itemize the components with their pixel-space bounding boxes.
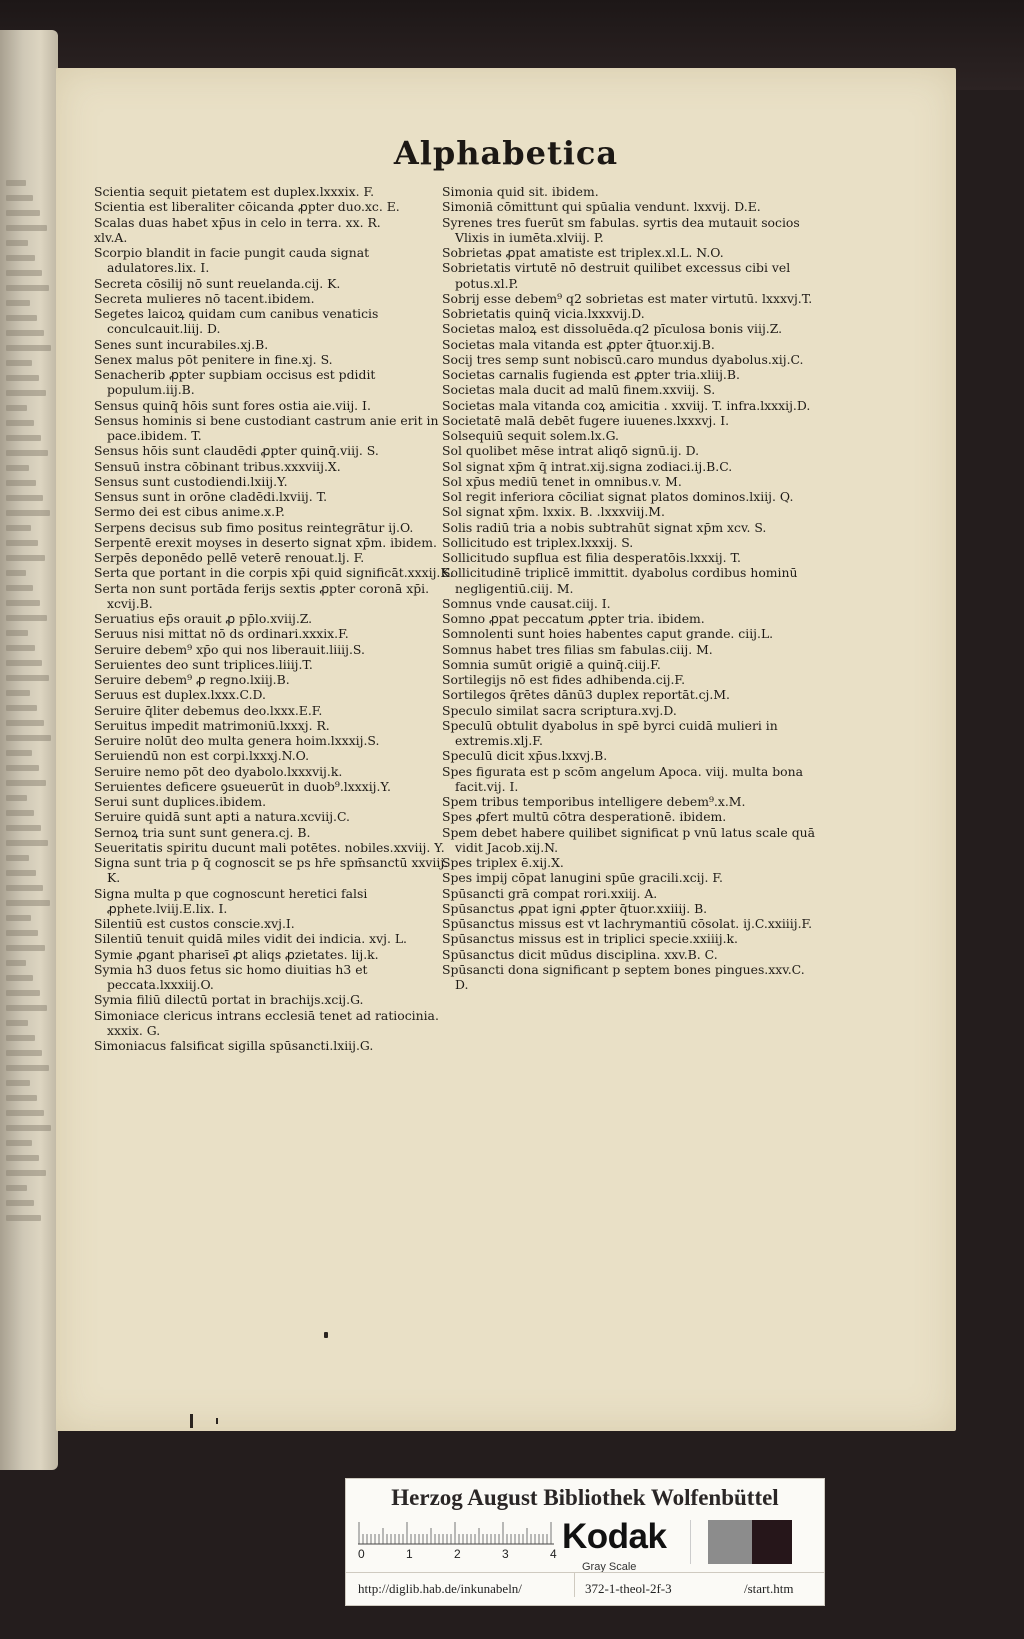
index-entry: Syrenes tres fuerūt sm fabulas. syrtis dea mutauit socios Vlixis in iumēta.xlviij. P. (442, 214, 800, 245)
index-entry: Senex malus pōt penitere in fine.xj. S. (94, 351, 333, 367)
facing-page-text-line (6, 660, 42, 666)
index-column-left (94, 184, 454, 1053)
facing-page-text-line (6, 1185, 27, 1191)
facing-page-text-line (6, 1170, 46, 1176)
start-link: /start.htm (744, 1581, 794, 1596)
index-entry: Symia h3 duos fetus sic homo diuitias h3 et peccata.lxxxiij.O. (94, 961, 368, 992)
facing-page-text-line (6, 600, 40, 606)
facing-page-text-line (6, 180, 26, 186)
index-entry: Serta non sunt portāda ferijs sextis ꝓpter coronā xp̄i. xcvij.B. (94, 580, 430, 611)
index-entry: Sermo dei est cibus anime.x.P. (94, 504, 285, 520)
gray-swatch-mid (708, 1520, 752, 1564)
facing-page-text-line (6, 330, 44, 336)
facing-page-text-line (6, 945, 45, 951)
facing-page-text-line (6, 570, 26, 576)
ink-mark (324, 1332, 328, 1338)
gray-swatch-white (690, 1520, 709, 1564)
index-entry: Sol signat xp̄m. lxxix. B. .lxxxviij.M. (442, 504, 665, 520)
facing-page-text-line (6, 315, 37, 321)
index-entry: Spūsanctus dicit mūdus disciplina. xxv.B. C. (442, 946, 718, 962)
library-name: Herzog August Bibliothek Wolfenbüttel (391, 1485, 779, 1510)
index-entry: Seruire debem⁹ xp̄o qui nos liberauit.liiij.S. (94, 641, 365, 657)
facing-page-text-line (6, 825, 41, 831)
index-entry: Speculo similat sacra scriptura.xvj.D. (442, 702, 677, 718)
facing-page-text-line (6, 1020, 28, 1026)
ruler-number: 0 (358, 1547, 365, 1561)
index-entry: Serui sunt duplices.ibidem. (94, 794, 267, 809)
index-entry: Solis radiū tria a nobis subtrahūt signat xp̄m xcv. S. (442, 519, 767, 535)
index-entry: Serpēs deponēdo pellē veterē renouat.lj. F. (94, 550, 365, 565)
index-entry: Senes sunt incurabiles.xj.B. (94, 336, 269, 352)
index-entry: Sensus sunt custodiendi.lxiij.Y. (94, 473, 288, 489)
index-entry: Simoniacus falsificat sigilla spūsancti.lxiij.G. (94, 1038, 374, 1053)
index-entry: Symie ꝓgant phariseī ꝓt aliqs ꝓzietates. lij.k. (94, 946, 379, 962)
index-entry: Simoniace clericus intrans ecclesiā tenet ad ratiocinia. xxxix. G. (94, 1007, 439, 1038)
facing-page-text-line (6, 885, 43, 891)
index-entry: Sol regit inferiora cōciliat signat platos dominos.lxiij. Q. (442, 489, 794, 504)
index-entry: Sobrietatis quinq̄ vicia.lxxxvij.D. (442, 306, 645, 321)
index-entry: Sol signat xp̄m q̄ intrat.xij.signa zodiaci.ij.B.C. (442, 458, 733, 474)
index-entry: Segetes laicoꝝ quidam cum canibus venaticis conculcauit.liij. D. (94, 306, 379, 337)
index-entry: Scorpio blandit in facie pungit cauda signat adulatores.lix. I. (94, 245, 370, 276)
index-entry: Spūsancti grā compat rori.xxiij. A. (442, 885, 658, 901)
index-entry: Somnia sumūt origiē a quinq̄.ciij.F. (442, 656, 661, 672)
facing-page-text-line (6, 195, 33, 201)
facing-page-text-line (6, 705, 37, 711)
index-entry: Spūsanctus missus est vt lachrymantiū cōsolat. ij.C.xxiiij.F. (442, 916, 813, 931)
index-entry: Societas mala vitanda est ꝓpter q̄tuor.xij.B. (442, 336, 715, 352)
index-entry: Somno ꝓpat peccatum ꝓpter tria. ibidem. (442, 611, 705, 626)
index-entry: Sensus sunt in orōne cladēdi.lxviij. T. (94, 489, 328, 504)
facing-page-text-line (6, 375, 39, 381)
ink-mark (190, 1414, 193, 1428)
index-entry: Seruire nemo pōt deo dyabolo.lxxxvij.k. (94, 763, 343, 779)
facing-page-text-line (6, 855, 29, 861)
facing-page-text-line (6, 360, 32, 366)
facing-page-text-line (6, 735, 51, 741)
facing-page-text-line (6, 1155, 39, 1161)
facing-page-text-line (6, 765, 39, 771)
ruler-number: 2 (454, 1547, 461, 1561)
ruler-number: 4 (550, 1547, 557, 1561)
index-entry: Spes figurata est p scōm angelum Apoca. viij. multa bona facit.vij. I. (442, 763, 803, 794)
index-entry: Somnus habet tres filias sm fabulas.ciij. M. (442, 641, 713, 657)
facing-page-text-line (6, 1215, 41, 1221)
index-entry: Scientia sequit pietatem est duplex.lxxxix. F. (94, 184, 375, 199)
facing-page-text-line (6, 930, 38, 936)
facing-page-text-line (6, 1005, 47, 1011)
index-entry: Spūsanctus ꝓpat igni ꝓpter q̄tuor.xxiiij. B. (442, 900, 708, 916)
index-entry: Sobrietas ꝓpat amatiste est triplex.xl.L. N.O. (442, 245, 724, 260)
shelf-signature: 372-1-theol-2f-3 (574, 1573, 672, 1597)
facing-page-text-line (6, 1200, 34, 1206)
facing-page-text-line (6, 540, 38, 546)
index-entry: Seruus nisi mittat nō ds ordinari.xxxix.F. (94, 626, 349, 642)
index-entry: Societatē malā debēt fugere iuuenes.lxxxvj. I. (442, 412, 730, 428)
index-entry: Seruire nolūt deo multa genera hoim.lxxxij.S. (94, 733, 380, 748)
ruler-numbers (358, 1547, 558, 1561)
index-entry: Sobrietatis virtutē nō destruit quilibet excessus cibi vel potus.xl.P. (442, 260, 791, 291)
index-entry: Silentiū est custos conscie.xvj.I. (94, 916, 295, 931)
index-entry: Sernoꝝ tria sunt sunt genera.cj. B. (94, 824, 311, 840)
index-entry: Seruire q̄liter debemus deo.lxxx.E.F. (94, 702, 323, 718)
index-entry: Seruientes deo sunt triplices.liiij.T. (94, 656, 313, 672)
facing-page-text-line (6, 420, 34, 426)
facing-page-text-line (6, 465, 29, 471)
index-entry: Spes triplex ē.xij.X. (442, 855, 564, 870)
facing-page-text-line (6, 1110, 44, 1116)
index-entry: Silentiū tenuit quidā miles vidit dei indicia. xvj. L. (94, 931, 407, 947)
index-entry: Societas carnalis fugienda est ꝓpter tria.xliij.B. (442, 367, 740, 382)
index-entry: Sobrij esse debem⁹ q2 sobrietas est mater virtutū. lxxxvj.T. (442, 290, 813, 306)
facing-page-text-line (6, 345, 51, 351)
index-entry: Seueritatis spiritu ducunt mali potētes. nobiles.xxviij. Y. (94, 839, 445, 855)
index-entry: Spūsancti dona significant p septem bones pingues.xxv.C. D. (442, 961, 805, 992)
facing-page-text-line (6, 435, 41, 441)
facing-page-text-line (6, 555, 45, 561)
facing-page-text-line (6, 495, 43, 501)
facing-page-text-line (6, 780, 46, 786)
facing-page-text-line (6, 525, 31, 531)
facing-page-text-line (6, 840, 48, 846)
facing-page-text-line (6, 645, 35, 651)
index-entry: Senacherib ꝓpter supbiam occisus est pdidit populum.iij.B. (94, 367, 376, 398)
facing-page-text-line (6, 990, 40, 996)
index-entry: Spūsanctus missus est in triplici specie.xxiiij.k. (442, 931, 738, 947)
facing-page-text-line (6, 1095, 37, 1101)
index-entry: Secreta cōsilij nō sunt reuelanda.cij. K. (94, 275, 341, 291)
index-entry: Scientia est liberaliter cōicanda ꝓpter duo.xc. E. (94, 199, 400, 215)
index-entry: Secreta mulieres nō tacent.ibidem. (94, 290, 315, 306)
facing-page-text-line (6, 285, 49, 291)
facing-page-text-line (6, 270, 42, 276)
facing-page-text-line (6, 690, 30, 696)
facing-page-text-line (6, 1125, 51, 1131)
facing-page-text-line (6, 960, 26, 966)
index-entry: xlv.A. (94, 229, 128, 245)
index-entry: Sollicitudinē triplicē immittit. dyabolus cordibus hominū negligentiū.ciij. M. (442, 565, 798, 596)
facing-page-text-line (6, 915, 31, 921)
library-color-card (345, 1478, 825, 1606)
facing-page-text-line (6, 1035, 35, 1041)
index-entry: Seruatius ep̄s orauit ꝓ pp̄lo.xviij.Z. (94, 611, 313, 626)
index-entry: Somnolenti sunt hoies habentes caput grande. ciij.L. (442, 626, 774, 642)
index-entry: Speculū dicit xp̄us.lxxvj.B. (442, 748, 608, 764)
index-entry: Serta que portant in die corpis xp̄i quid significāt.xxxij.K. (94, 565, 454, 581)
index-entry: Sollicitudo supflua est filia desperatōis.lxxxij. T. (442, 550, 741, 565)
index-entry: Spem debet habere quilibet significat p vnū latus scale quā vidit Jacob.xij.N. (442, 824, 815, 855)
index-column-right (442, 184, 818, 992)
facing-page-text-line (6, 480, 36, 486)
facing-page-text-line (6, 720, 44, 726)
facing-page-text-line (6, 1140, 32, 1146)
index-entry: Simoniā cōmittunt qui spūalia vendunt. lxxvij. D.E. (442, 199, 761, 215)
index-entry: Seruus est duplex.lxxx.C.D. (94, 687, 266, 703)
index-entry: Solsequiū sequit solem.lx.G. (442, 428, 619, 443)
facing-page-text-line (6, 975, 33, 981)
facing-page-text-line (6, 1065, 49, 1071)
facing-page-text-line (6, 240, 28, 246)
index-entry: Spem tribus temporibus intelligere debem⁹.x.M. (442, 794, 746, 809)
gray-swatch-dark (752, 1520, 792, 1564)
document-page (56, 68, 956, 1431)
facing-page-text-line (6, 255, 35, 261)
index-entry: Simonia quid sit. ibidem. (442, 184, 599, 199)
index-entry: Serpentē erexit moyses in deserto signat xp̄m. ibidem. (94, 534, 437, 550)
index-entry: Seruientes deficere ꝯsueuerūt in duob⁹.lxxxij.Y. (94, 778, 391, 794)
facing-page-text-line (6, 795, 27, 801)
facing-page-text-line (6, 210, 40, 216)
facing-page-text-line (6, 630, 28, 636)
page-title: Alphabetica (393, 134, 619, 172)
index-entry: Societas mala vitanda coꝝ amicitia . xxviij. T. infra.lxxxij.D. (442, 397, 811, 413)
index-entry: Societas maloꝝ est dissoluēda.q2 pīculosa bonis viij.Z. (442, 321, 783, 337)
index-entry: Speculū obtulit dyabolus in spē byrci cuidā mulieri in extremis.xlj.F. (442, 717, 778, 748)
index-entry: Sortilegijs nō est fides adhibenda.cij.F. (442, 672, 686, 687)
index-entry: Socij tres semp sunt nobiscū.caro mundus dyabolus.xij.C. (442, 351, 804, 367)
facing-page-text-line (6, 810, 34, 816)
index-entry: Sortilegos q̄rētes dānū3 duplex reportāt.cj.M. (442, 687, 730, 703)
kodak-logo: Kodak (562, 1517, 667, 1556)
index-entry: Signa multa p que cognoscunt heretici falsi ꝓphete.lviij.E.lix. I. (94, 885, 368, 916)
index-entry: Seruire quidā sunt apti a natura.xcviij.C. (94, 809, 350, 825)
facing-page-text-line (6, 390, 46, 396)
index-entry: Signa sunt tria p q̄ cognoscit se ps hr̄e spm̄sanctū xxviij. K. (94, 855, 449, 886)
index-entry: Somnus vnde causat.ciij. I. (442, 595, 611, 611)
facing-page-text-line (6, 510, 50, 516)
index-entry: Societas mala ducit ad malū finem.xxviij. S. (442, 382, 716, 398)
index-entry: Sensuū instra cōbinant tribus.xxxviij.X. (94, 458, 341, 474)
index-entry: Sensus hominis si bene custodiant castrum anie erit in pace.ibidem. T. (94, 412, 439, 443)
index-entry: Scalas duas habet xp̄us in celo in terra. xx. R. (94, 214, 381, 230)
index-entry: Spes ꝓfert multū cōtra desperationē. ibidem. (442, 809, 727, 825)
facing-page-edge (0, 30, 58, 1470)
facing-page-text-line (6, 585, 33, 591)
index-entry: Serpens decisus sub fimo positus reintegrātur ij.O. (94, 519, 414, 535)
index-entry: Sollicitudo est triplex.lxxxij. S. (442, 534, 634, 550)
facing-page-text-line (6, 750, 32, 756)
index-entry: Symia filiū dilectū portat in brachijs.xcij.G. (94, 992, 364, 1008)
facing-page-text-line (6, 1050, 42, 1056)
library-url: http://diglib.hab.de/inkunabeln/ (358, 1581, 522, 1596)
facing-page-text-line (6, 225, 47, 231)
facing-page-text-line (6, 450, 48, 456)
facing-page-text-line (6, 675, 49, 681)
ruler-scale (358, 1521, 554, 1545)
index-entry: Sensus quinq̄ hōis sunt fores ostia aie.viij. I. (94, 397, 371, 413)
index-entry: Sensus hōis sunt claudēdi ꝓpter quinq̄.viij. S. (94, 443, 379, 459)
index-entry: Sol quolibet mēse intrat aliqō signū.ij. D. (442, 443, 700, 459)
facing-page-text-line (6, 300, 30, 306)
ruler-number: 3 (502, 1547, 509, 1561)
facing-page-text-line (6, 900, 50, 906)
facing-page-text-line (6, 405, 27, 411)
index-entry: Sol xp̄us mediū tenet in omnibus.v. M. (442, 473, 682, 489)
index-entry: Seruitus impedit matrimoniū.lxxxj. R. (94, 717, 330, 733)
gray-scale-label: Gray Scale (582, 1561, 637, 1573)
facing-page-text-line (6, 870, 36, 876)
ink-mark (216, 1418, 218, 1424)
facing-page-text-line (6, 615, 47, 621)
ruler-number: 1 (406, 1547, 413, 1561)
facing-page-text-line (6, 1080, 30, 1086)
index-entry: Spes impij cōpat lanugini spūe gracili.xcij. F. (442, 870, 723, 886)
index-entry: Seruire debem⁹ ꝓ regno.lxiij.B. (94, 672, 290, 687)
index-entry: Seruiendū non est corpi.lxxxj.N.O. (94, 748, 310, 764)
card-footer (346, 1572, 824, 1605)
